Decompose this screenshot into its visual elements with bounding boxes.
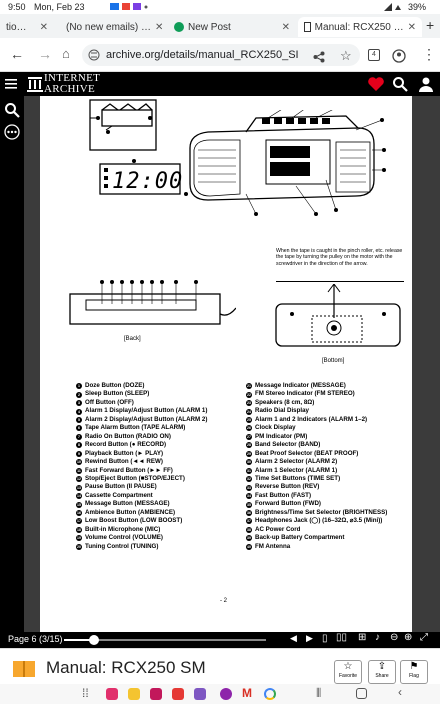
close-icon[interactable]: ✕ xyxy=(155,21,164,33)
callout-number-icon: 40 xyxy=(247,544,251,549)
callout-number-icon: 33 xyxy=(247,485,251,490)
parts-list-text: Fast Button (FAST) xyxy=(255,491,312,499)
parts-list-text: Low Boost Button (LOW BOOST) xyxy=(85,517,183,525)
parts-list-item xyxy=(76,450,207,458)
callout-number-icon: 38 xyxy=(247,527,251,532)
parts-list-item xyxy=(246,407,387,415)
parts-list-item xyxy=(246,433,387,441)
bottom-view-label: [Bottom] xyxy=(322,358,345,364)
callout-number-icon: 34 xyxy=(247,494,251,499)
app-icon-gallery[interactable] xyxy=(194,688,206,700)
home-icon[interactable]: ⌂ xyxy=(62,46,70,61)
parts-list-item xyxy=(246,492,387,500)
parts-list-text: Volume Control (VOLUME) xyxy=(85,534,163,542)
callout-number-icon: 19 xyxy=(77,536,81,541)
back-view-label: [Back] xyxy=(124,336,141,342)
parts-list-text: Tape Alarm Button (TAPE ALARM) xyxy=(85,424,186,432)
parts-list-text: Built-in Microphone (MIC) xyxy=(85,525,161,533)
parts-list-item xyxy=(76,382,207,390)
parts-list-text: Playback Button (► PLAY) xyxy=(85,449,164,457)
callout-number-icon: 9 xyxy=(76,451,82,457)
callout-number-icon: 21 xyxy=(247,384,251,389)
tab-switcher-button[interactable]: 4 xyxy=(368,49,380,61)
callout-number-icon: 24 xyxy=(247,409,251,414)
callout-number-icon: 8 xyxy=(76,442,82,448)
parts-list-item xyxy=(76,467,207,475)
parts-list-item xyxy=(246,483,387,491)
parts-list-item xyxy=(246,500,387,508)
bottom-view-drawing xyxy=(272,284,406,356)
parts-list-item xyxy=(76,416,207,424)
flag-button[interactable] xyxy=(400,660,428,684)
overflow-menu-icon[interactable]: ⋮ xyxy=(422,46,436,62)
parts-list-text: Back-up Battery Compartment xyxy=(255,534,345,542)
callout-number-icon: 23 xyxy=(247,401,251,406)
callout-number-icon: 22 xyxy=(247,392,251,397)
parts-list-item xyxy=(76,492,207,500)
button-detail-drawing xyxy=(88,98,160,154)
callout-number-icon: 13 xyxy=(77,485,81,490)
search-icon[interactable] xyxy=(392,76,408,92)
back-button[interactable]: ‹ xyxy=(398,685,402,699)
parts-list-item xyxy=(76,433,207,441)
tab-2[interactable] xyxy=(56,17,166,37)
account-icon[interactable] xyxy=(392,49,406,63)
parts-list-text: Doze Button (DOZE) xyxy=(85,382,145,389)
parts-list-text: Alarm 1 and 2 Indicators (ALARM 1–2) xyxy=(255,415,368,423)
zoom-in-icon[interactable]: ⊕ xyxy=(404,632,413,643)
parts-list-item xyxy=(246,526,387,534)
bookreader-sidebar xyxy=(0,96,24,632)
callout-number-icon: 4 xyxy=(76,409,82,415)
parts-list-text: Reverse Button (REV) xyxy=(255,483,320,491)
callout-number-icon: 6 xyxy=(76,425,82,431)
callout-number-icon: 3 xyxy=(76,400,82,406)
parts-list-item xyxy=(246,458,387,466)
callout-number-icon: 2 xyxy=(76,392,82,398)
callout-number-icon: 1 xyxy=(76,383,82,389)
parts-list-text: Headphones Jack (◯) (16–32Ω, ⌀3.5 (Mini)) xyxy=(255,517,383,525)
app-icon-galaxy-store[interactable] xyxy=(150,688,162,700)
parts-list-text: Sleep Button (SLEEP) xyxy=(85,390,150,398)
parts-list-item xyxy=(246,509,387,517)
parts-list-item xyxy=(76,475,207,483)
parts-list-item xyxy=(76,500,207,508)
parts-list-item xyxy=(76,390,207,398)
callout-number-icon: 10 xyxy=(77,460,81,465)
parts-list-text: Record Button (● RECORD) xyxy=(85,441,167,449)
parts-list-item xyxy=(76,458,207,466)
tab-label: tio… xyxy=(6,21,27,33)
donate-heart-icon[interactable] xyxy=(367,76,385,92)
back-view-drawing xyxy=(66,274,236,336)
parts-list-text: Alarm 1 Display/Adjust Button (ALARM 1) xyxy=(85,407,208,415)
fullscreen-icon[interactable]: ⤢ xyxy=(420,632,428,643)
parts-list-text: Pause Button (II PAUSE) xyxy=(85,483,157,491)
search-inside-icon[interactable] xyxy=(4,102,20,118)
favorite-star-icon: ☆ xyxy=(343,661,353,672)
close-icon[interactable]: ✕ xyxy=(407,21,416,33)
parts-list-text: FM Antenna xyxy=(255,542,291,550)
parts-list-item xyxy=(246,390,387,398)
app-icon-camera[interactable] xyxy=(172,688,184,700)
parts-list-text: Off Button (OFF) xyxy=(85,398,134,406)
recents-icon[interactable]: ⦀ xyxy=(316,686,322,700)
parts-list-item xyxy=(246,416,387,424)
callout-number-icon: 25 xyxy=(247,418,251,423)
parts-list-text: Radio Dial Display xyxy=(255,407,309,415)
item-title: Manual: RCX250 SM xyxy=(46,658,206,677)
callout-number-icon: 32 xyxy=(247,477,251,482)
signal-icon xyxy=(382,2,406,12)
parts-list-right xyxy=(246,382,387,551)
parts-list-text: Message Button (MESSAGE) xyxy=(85,500,170,508)
tab-1[interactable] xyxy=(0,17,54,37)
status-bar xyxy=(0,0,440,14)
parts-list-text: Beat Proof Selector (BEAT PROOF) xyxy=(255,449,359,457)
parts-list-text: Forward Button (FWD) xyxy=(255,500,321,508)
callout-number-icon: 31 xyxy=(247,468,251,473)
callout-number-icon: 15 xyxy=(77,502,81,507)
callout-number-icon: 17 xyxy=(77,519,81,524)
close-icon[interactable]: ✕ xyxy=(39,21,48,33)
parts-list-item xyxy=(76,526,207,534)
tab-3[interactable] xyxy=(168,17,296,37)
back-arrow-icon[interactable]: ← xyxy=(10,46,24,62)
battery-level: 39% xyxy=(408,2,427,12)
parts-list-text: Rewind Button (◄◄ REW) xyxy=(85,458,163,466)
parts-list-item xyxy=(246,543,387,551)
parts-list-item xyxy=(246,450,387,458)
callout-number-icon: 39 xyxy=(247,536,251,541)
page-indicator: Page 6 (3/15) xyxy=(8,634,63,644)
parts-list-text: Speakers (8 cm, 8Ω) xyxy=(255,398,315,406)
close-icon[interactable]: ✕ xyxy=(281,21,290,33)
tab-label: Manual: RCX250 … xyxy=(314,21,404,33)
parts-list-text: Brightness/Time Set Selector (BRIGHTNESS) xyxy=(255,508,388,516)
parts-list-text: AC Power Cord xyxy=(255,525,301,533)
share-label: Share xyxy=(375,673,389,679)
clock-radio-drawing xyxy=(186,110,386,222)
archive-logo-icon[interactable] xyxy=(27,75,43,93)
callout-number-icon: 29 xyxy=(247,451,251,456)
parts-list-item xyxy=(76,534,207,542)
callout-number-icon: 11 xyxy=(77,468,81,473)
android-taskbar xyxy=(0,684,440,704)
app-icon-photos[interactable] xyxy=(106,688,118,700)
callout-number-icon: 14 xyxy=(77,494,81,499)
parts-list-item xyxy=(76,424,207,432)
callout-number-icon: 36 xyxy=(247,511,251,516)
parts-list-item xyxy=(246,424,387,432)
tab-label: (No new emails) … xyxy=(66,21,152,33)
bookmark-star-icon[interactable]: ☆ xyxy=(340,48,352,63)
next-page-icon[interactable]: ▶ xyxy=(306,633,313,643)
prev-page-icon[interactable]: ◀ xyxy=(290,633,297,643)
more-options-icon[interactable] xyxy=(4,124,20,140)
parts-list-text: Fast Forward Button (►► FF) xyxy=(85,466,173,474)
app-icon-gmail[interactable]: M xyxy=(242,686,252,700)
parts-list-text: Alarm 2 Display/Adjust Button (ALARM 2) xyxy=(85,415,208,423)
parts-list-item xyxy=(246,517,387,525)
parts-list-text: FM Stereo Indicator (FM STEREO) xyxy=(255,390,355,398)
logo-text-internet: INTERNET xyxy=(44,72,101,84)
parts-list-item xyxy=(246,475,387,483)
tab-4-active[interactable] xyxy=(298,17,422,37)
share-icon[interactable] xyxy=(313,51,325,63)
page-number: - 2 xyxy=(220,598,228,604)
parts-list-text: PM Indicator (PM) xyxy=(255,432,308,440)
share-icon: ⇪ xyxy=(377,661,387,672)
tab-strip xyxy=(0,14,440,38)
favorite-label: Favorite xyxy=(338,673,358,679)
parts-list-item xyxy=(246,382,387,390)
tab-label: New Post xyxy=(188,21,231,33)
url-text: archive.org/details/manual_RCX250_SI xyxy=(106,49,299,61)
parts-list-item xyxy=(76,509,207,517)
parts-list-text: Tuning Control (TUNING) xyxy=(85,542,159,550)
status-date: Mon, Feb 23 xyxy=(34,2,85,12)
parts-list-item xyxy=(246,441,387,449)
tape-release-note: When the tape is caught in the pinch roller, etc. release the tape by turning the pulley on the motor with the screwdriver in the direction of the arrow. xyxy=(276,248,404,282)
callout-number-icon: 35 xyxy=(247,502,251,507)
parts-list-text: Time Set Buttons (TIME SET) xyxy=(255,474,341,482)
pager-bar xyxy=(0,632,440,648)
callout-number-icon: 12 xyxy=(77,477,81,482)
flag-icon: ⚑ xyxy=(409,661,419,672)
status-time: 9:50 xyxy=(8,2,26,12)
document-page[interactable] xyxy=(40,96,412,632)
parts-list-item xyxy=(76,483,207,491)
blogger-icon xyxy=(174,22,184,32)
callout-number-icon: 30 xyxy=(247,460,251,465)
parts-list-item xyxy=(246,467,387,475)
parts-list-text: Alarm 1 Selector (ALARM 1) xyxy=(255,466,338,474)
callout-number-icon: 27 xyxy=(247,434,251,439)
callout-number-icon: 20 xyxy=(77,544,81,549)
browser-toolbar xyxy=(0,38,440,72)
parts-list-item xyxy=(76,399,207,407)
parts-list-text: Clock Display xyxy=(255,424,296,432)
parts-list-text: Band Selector (BAND) xyxy=(255,441,321,449)
callout-number-icon: 16 xyxy=(77,511,81,516)
share-button[interactable] xyxy=(368,660,396,684)
callout-number-icon: 28 xyxy=(247,443,251,448)
parts-list-item xyxy=(76,407,207,415)
app-icon-chrome[interactable] xyxy=(264,688,276,700)
callout-number-icon: 26 xyxy=(247,426,251,431)
home-button[interactable] xyxy=(356,688,367,699)
callout-number-icon: 7 xyxy=(76,434,82,440)
favorite-button[interactable] xyxy=(334,660,362,684)
archive-icon xyxy=(304,22,311,32)
item-title-bar xyxy=(0,648,440,684)
callout-number-icon: 18 xyxy=(77,527,81,532)
parts-list-left xyxy=(76,382,207,551)
thumbnail-view-icon[interactable]: ⊞ xyxy=(358,632,367,643)
two-page-view-icon[interactable]: ▯▯ xyxy=(336,632,348,643)
one-page-view-icon[interactable]: ▯ xyxy=(322,633,328,644)
notification-icons xyxy=(110,2,152,12)
flag-label: Flag xyxy=(409,673,419,679)
texts-mediatype-icon xyxy=(12,659,38,679)
parts-list-text: Ambience Button (AMBIENCE) xyxy=(85,508,176,516)
ia-header xyxy=(0,72,440,96)
hamburger-menu-icon[interactable] xyxy=(4,77,18,91)
new-tab-button[interactable]: + xyxy=(426,17,435,33)
parts-list-item xyxy=(76,441,207,449)
read-aloud-icon[interactable]: ♪ xyxy=(375,632,380,643)
parts-list-item xyxy=(246,399,387,407)
app-icon-messenger[interactable] xyxy=(220,688,232,700)
parts-list-text: Alarm 2 Selector (ALARM 2) xyxy=(255,458,338,466)
forward-arrow-icon[interactable]: → xyxy=(38,46,52,62)
parts-list-text: Stop/Eject Button (■STOP/EJECT) xyxy=(85,474,185,482)
parts-list-item xyxy=(246,534,387,542)
parts-list-text: Radio On Button (RADIO ON) xyxy=(85,432,171,440)
app-drawer-icon[interactable]: ⁞⁞ xyxy=(82,686,89,700)
parts-list-text: Message Indicator (MESSAGE) xyxy=(255,382,346,389)
site-info-icon[interactable] xyxy=(88,49,100,61)
parts-list-item xyxy=(76,517,207,525)
parts-list-item xyxy=(76,543,207,551)
parts-list-text: Cassette Compartment xyxy=(85,491,153,499)
page-slider-handle[interactable] xyxy=(89,635,99,645)
user-icon[interactable] xyxy=(418,76,434,92)
logo-text-archive: ARCHIVE xyxy=(44,83,95,95)
zoom-out-icon[interactable]: ⊖ xyxy=(390,632,399,643)
callout-number-icon: 5 xyxy=(76,417,82,423)
clock-display-time: 12:00 xyxy=(112,169,184,194)
callout-number-icon: 37 xyxy=(247,519,251,524)
app-icon-notes[interactable] xyxy=(128,688,140,700)
